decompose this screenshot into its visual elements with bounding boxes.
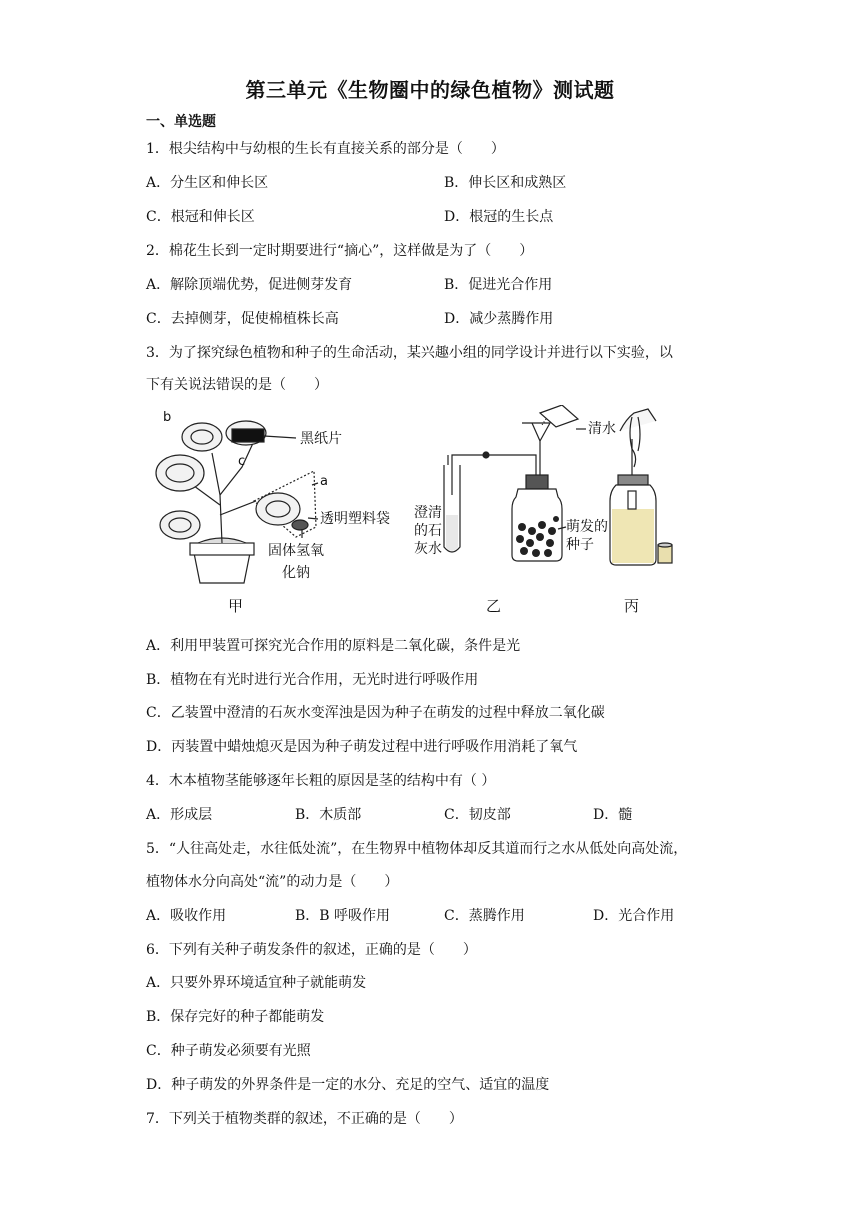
question-2-option-c: C．去掉侧芽，促使棉植株长高 [146,311,339,327]
question-4-option-d: D．髓 [593,807,633,823]
question-6-option-d: D．种子萌发的外界条件是一定的水分、充足的空气、适宜的温度 [146,1077,550,1093]
experiment-figure [146,405,706,620]
question-1-option-a: A．分生区和伸长区 [146,175,269,191]
question-5-option-b: B．B 呼吸作用 [295,908,391,924]
question-4-option-c: C．韧皮部 [444,807,511,823]
question-1-option-d: D．根冠的生长点 [444,209,554,225]
question-1-option-c: C．根冠和伸长区 [146,209,255,225]
experiment-diagram [146,405,706,620]
question-2-option-a: A．解除顶端优势，促进侧芽发育 [146,277,353,293]
question-1-stem: 1．根尖结构中与幼根的生长有直接关系的部分是（ ） [146,141,505,157]
label-naoh-line-2: 化钠 [282,565,310,581]
question-3-stem-line-2: 下有关说法错误的是（ ） [146,377,328,393]
question-3-option-b: B．植物在有光时进行光合作用，无光时进行呼吸作用 [146,672,479,688]
question-5-stem-line-2: 植物体水分向高处“流”的动力是（ ） [146,874,399,890]
page-title: 第三单元《生物圈中的绿色植物》测试题 [245,78,615,102]
question-4-option-b: B．木质部 [295,807,362,823]
question-4-option-a: A．形成层 [146,807,213,823]
question-6-option-b: B．保存完好的种子都能萌发 [146,1009,325,1025]
caption-yi: 乙 [486,597,502,615]
apparatus-bing [610,409,672,565]
label-seeds-line-1: 萌发的 [566,519,608,535]
label-limewater-line-3: 灰水 [414,541,442,557]
question-3-stem-line-1: 3．为了探究绿色植物和种子的生命活动，某兴趣小组的同学设计并进行以下实验，以 [146,345,673,361]
question-5-option-c: C．蒸腾作用 [444,908,525,924]
question-3-option-d: D．丙装置中蜡烛熄灭是因为种子萌发过程中进行呼吸作用消耗了氧气 [146,739,578,755]
question-6-stem: 6．下列有关种子萌发条件的叙述，正确的是（ ） [146,942,477,958]
label-water: 清水 [588,421,616,437]
label-black-paper: 黑纸片 [300,431,342,447]
section-heading: 一、单选题 [146,114,216,130]
label-limewater-line-2: 的石 [414,523,442,539]
question-2-stem: 2．棉花生长到一定时期要进行“摘心”，这样做是为了（ ） [146,243,534,259]
label-naoh-line-1: 固体氢氧 [268,543,324,559]
question-2-option-d: D．减少蒸腾作用 [444,311,554,327]
question-3-option-a: A．利用甲装置可探究光合作用的原料是二氧化碳，条件是光 [146,638,521,654]
question-2-option-b: B．促进光合作用 [444,277,553,293]
apparatus-yi [444,405,586,561]
question-5-option-a: A．吸收作用 [146,908,227,924]
question-1-option-b: B．伸长区和成熟区 [444,175,567,191]
label-limewater-line-1: 澄清 [414,505,442,521]
question-6-option-a: A．只要外界环境适宜种子就能萌发 [146,975,367,991]
question-3-option-c: C．乙装置中澄清的石灰水变浑浊是因为种子在萌发的过程中释放二氧化碳 [146,705,605,721]
question-5-stem-line-1: 5．“人往高处走，水往低处流”，在生物界中植物体却反其道而行之水从低处向高处流， [146,841,688,857]
label-seeds-line-2: 种子 [566,537,594,553]
caption-jia: 甲 [228,597,244,615]
question-6-option-c: C．种子萌发必须要有光照 [146,1043,311,1059]
label-a: a [320,474,328,489]
caption-bing: 丙 [624,597,640,615]
question-4-stem: 4．木本植物茎能够逐年长粗的原因是茎的结构中有（ ） [146,773,496,789]
question-7-stem: 7．下列关于植物类群的叙述，不正确的是（ ） [146,1111,463,1127]
label-c: c [238,454,246,469]
label-b: b [163,410,172,425]
question-5-option-d: D．光合作用 [593,908,675,924]
label-plastic-bag: 透明塑料袋 [320,511,390,527]
